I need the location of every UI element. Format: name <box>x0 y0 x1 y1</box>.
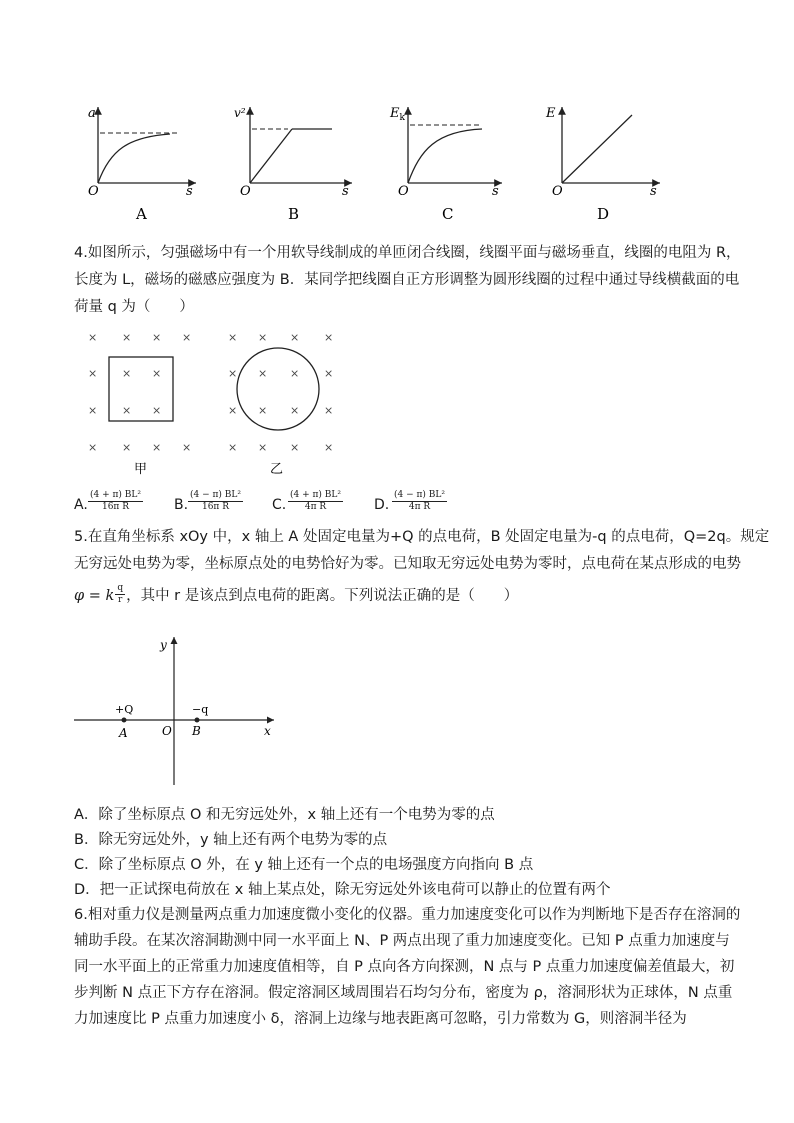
graph-a <box>88 106 196 223</box>
graph-d-caption: D <box>597 205 610 223</box>
svg-text:×: × <box>122 367 132 380</box>
graph-a-origin: O <box>88 184 99 199</box>
svg-text:×: × <box>324 404 334 417</box>
svg-text:×: × <box>228 331 238 344</box>
q4-option-a-fraction: $\frac{\text{(4 + π) BL²}}{\text{16π R}}$ <box>90 490 141 512</box>
point-a-label: A <box>119 726 128 740</box>
svg-text:×: × <box>152 331 162 344</box>
q5-option-b: B．除无穷远处外，y 轴上还有两个电势为零的点 <box>74 832 388 848</box>
svg-text:×: × <box>152 367 162 380</box>
svg-text:×: × <box>258 441 268 454</box>
svg-text:×: × <box>88 331 98 344</box>
svg-text:×: × <box>122 404 132 417</box>
graph-b <box>234 106 352 223</box>
charge-a-point <box>122 718 127 723</box>
graph-c-ylabel: $E_k$ <box>390 106 405 123</box>
q5-line-2: 无穷远处电势为零，坐标原点处的电势恰好为零。已知取无穷远处电势为零时，点电荷在某点形成的电势 <box>74 556 741 572</box>
svg-text:×: × <box>290 441 300 454</box>
q6-line-3: 同一水平面上的正常重力加速度值相等，自 P 点向各方向探测，N 点与 P 点重力加速度偏差值最大，初 <box>74 959 735 975</box>
axis-x-label: x <box>264 724 271 738</box>
svg-text:×: × <box>122 441 132 454</box>
svg-text:×: × <box>152 404 162 417</box>
graph-d-origin: O <box>552 184 563 199</box>
graph-c-caption: C <box>442 205 454 223</box>
q6-line-5: 力加速度比 P 点重力加速度小 δ，溶洞上边缘与地表距离可忽略，引力常数为 G，则溶洞半径为 <box>74 1011 687 1027</box>
svg-text:×: × <box>324 367 334 380</box>
svg-text:×: × <box>258 367 268 380</box>
q4-line-1: 4.如图所示，匀强磁场中有一个用软导线制成的单匝闭合线圈，线圈平面与磁场垂直，线圈的电阻为 R， <box>74 245 741 261</box>
q5-option-c: C．除了坐标原点 O 外，在 y 轴上还有一个点的电场强度方向指向 B 点 <box>74 857 534 873</box>
svg-text:×: × <box>258 331 268 344</box>
svg-text:×: × <box>88 441 98 454</box>
q4-option-d-fraction: $\frac{\text{(4 − π) BL²}}{\text{4π R}}$ <box>394 490 445 512</box>
svg-text:×: × <box>228 404 238 417</box>
graph-d-ylabel: E <box>546 106 556 121</box>
q4-option-b-letter: B. <box>174 497 189 513</box>
q4-option-a-letter: A. <box>74 497 88 513</box>
coordinate-figure <box>70 625 290 790</box>
q4-option-b-fraction: $\frac{\text{(4 − π) BL²}}{\text{16π R}}$ <box>190 490 241 512</box>
svg-text:×: × <box>182 441 192 454</box>
graph-d-xlabel: s <box>650 184 657 199</box>
svg-text:×: × <box>324 331 334 344</box>
q4-option-c-letter: C. <box>272 497 287 513</box>
graph-a-xlabel: s <box>186 184 193 199</box>
svg-text:×: × <box>258 404 268 417</box>
graph-a-ylabel: a <box>88 106 96 121</box>
q4-line-2: 长度为 L，磁场的磁感应强度为 B．某同学把线圈自正方形调整为圆形线圈的过程中通过导线横截面的电 <box>74 272 740 288</box>
point-b-label: B <box>192 724 201 738</box>
q6-line-2: 辅助手段。在某次溶洞勘测中同一水平面上 N、P 两点出现了重力加速度变化。已知 P 点重力加速度与 <box>74 933 730 949</box>
figure-label-yi: 乙 <box>270 462 284 477</box>
q5-option-a: A．除了坐标原点 O 和无穷远处外，x 轴上还有一个电势为零的点 <box>74 807 495 823</box>
svg-text:×: × <box>290 404 300 417</box>
q5-line-3-text: ，其中 r 是该点到点电荷的距离。下列说法正确的是（ ） <box>126 588 519 604</box>
svg-text:×: × <box>152 441 162 454</box>
charge-a-label: +Q <box>115 703 134 716</box>
graph-c-xlabel: s <box>492 184 499 199</box>
svg-text:×: × <box>290 367 300 380</box>
axis-y-label: y <box>160 638 167 652</box>
svg-text:×: × <box>324 441 334 454</box>
svg-text:×: × <box>88 367 98 380</box>
q5-option-d: D．把一正试探电荷放在 x 轴上某点处，除无穷远处外该电荷可以静止的位置有两个 <box>74 882 611 898</box>
q4-line-3: 荷量 q 为（ ） <box>74 299 194 315</box>
svg-text:×: × <box>182 331 192 344</box>
svg-text:×: × <box>228 441 238 454</box>
q4-option-c-fraction: $\frac{\text{(4 + π) BL²}}{\text{4π R}}$ <box>290 490 341 512</box>
charge-b-point <box>195 718 200 723</box>
svg-text:×: × <box>290 331 300 344</box>
svg-text:×: × <box>228 367 238 380</box>
graph-a-caption: A <box>136 205 147 223</box>
circular-coil <box>237 348 319 430</box>
answer-graphs-figure <box>70 95 690 230</box>
potential-formula: φ = k <box>74 588 115 604</box>
graph-c <box>389 106 502 223</box>
q5-line-3 <box>74 584 518 608</box>
svg-text:×: × <box>88 404 98 417</box>
magnetic-field-figure <box>80 325 380 480</box>
q5-line-1: 5.在直角坐标系 xOy 中，x 轴上 A 处固定电量为+Q 的点电荷，B 处固定电量为-q 的点电荷，Q=2q。规定 <box>74 529 770 545</box>
graph-b-origin: O <box>240 184 251 199</box>
q6-line-4: 步判断 N 点正下方存在溶洞。假定溶洞区域周围岩石均匀分布，密度为 ρ，溶洞形状为正球体，N 点重 <box>74 985 733 1001</box>
square-coil <box>109 357 173 421</box>
potential-formula-fraction: $\frac{q}{r}$ <box>117 582 124 605</box>
graph-d <box>545 106 660 223</box>
svg-text:×: × <box>122 331 132 344</box>
q4-option-d-letter: D. <box>374 497 390 513</box>
origin-label: O <box>162 724 172 738</box>
graph-c-origin: O <box>398 184 409 199</box>
field-crosses <box>88 331 333 454</box>
charge-b-label: −q <box>192 703 209 716</box>
q6-line-1: 6.相对重力仪是测量两点重力加速度微小变化的仪器。重力加速度变化可以作为判断地下是否存在溶洞的 <box>74 907 741 923</box>
graph-b-xlabel: s <box>342 184 349 199</box>
graph-b-ylabel: v² <box>234 106 246 120</box>
graph-b-caption: B <box>288 205 300 223</box>
figure-label-jia: 甲 <box>134 462 148 477</box>
